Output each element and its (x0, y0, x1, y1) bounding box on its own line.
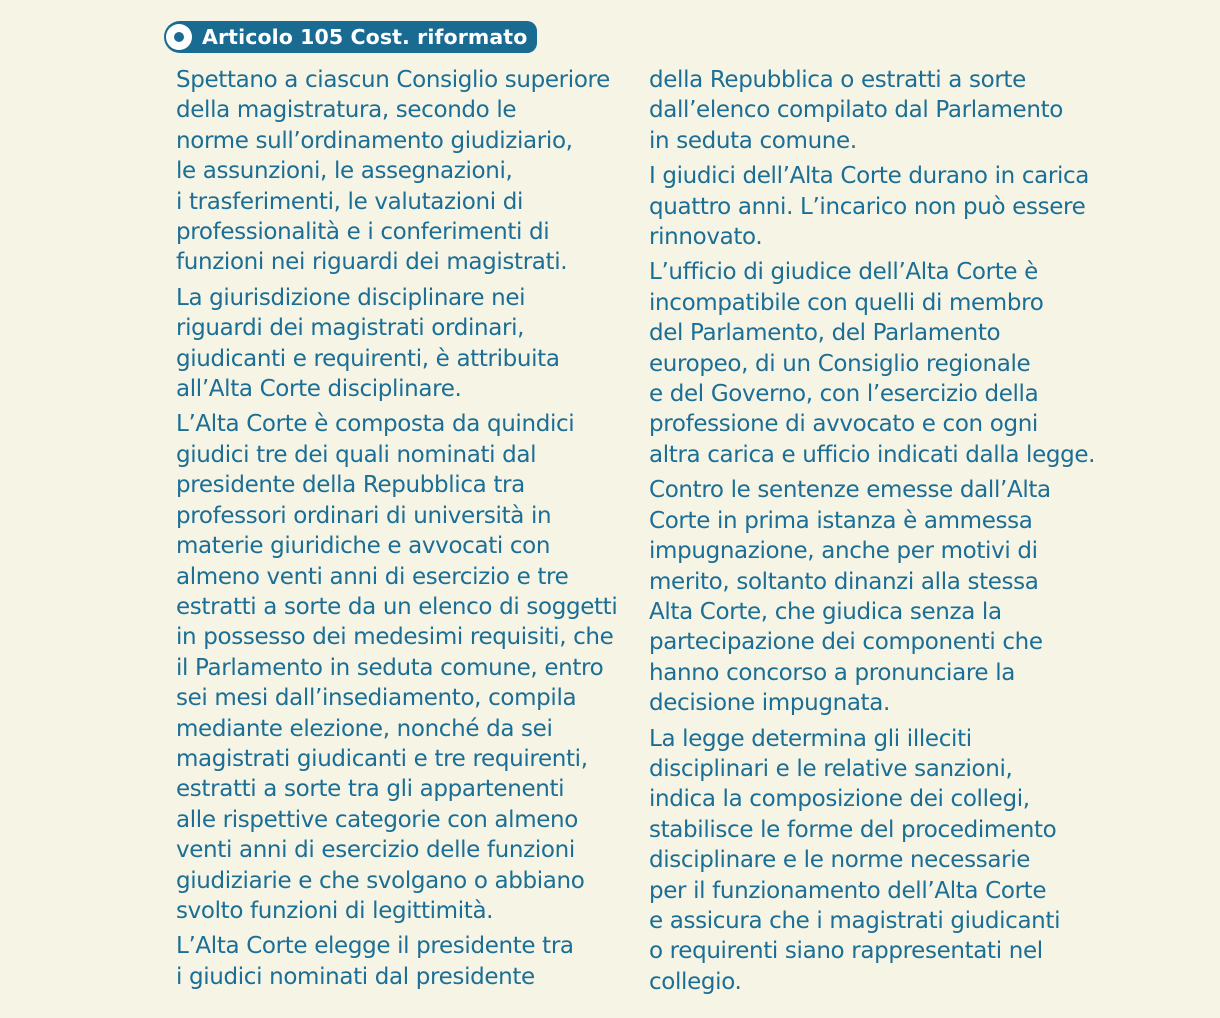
text-line: Spettano a ciascun Consiglio superiore (176, 67, 610, 93)
text-line: decisione impugnata. (649, 690, 890, 717)
text-line: giudicanti e requirenti, è attribuita (176, 345, 560, 372)
text-line: impugnazione, anche per motivi di (649, 538, 1038, 565)
text-line: La legge determina gli illeciti (649, 725, 972, 752)
text-line: dall’elenco compilato dal Parlamento (649, 97, 1063, 124)
text-line: o requirenti siano rappresentati nel (649, 938, 1043, 965)
text-line: presidente della Repubblica tra (176, 472, 525, 499)
text-line: collegio. (649, 968, 742, 995)
text-line: mediante elezione, nonché da sei (176, 715, 553, 742)
text-line: L’Alta Corte è composta da quindici (176, 411, 575, 438)
text-line: hanno concorso a pronunciare la (649, 659, 1015, 686)
text-line: almeno venti anni di esercizio e tre (176, 563, 569, 590)
text-line: alle rispettive categorie con almeno (176, 806, 578, 833)
text-line: Contro le sentenze emesse dall’Alta (649, 477, 1051, 504)
text-line: disciplinari e le relative sanzioni, (649, 755, 1013, 782)
text-line: e assicura che i magistrati giudicanti (649, 907, 1061, 934)
text-line: indica la composizione dei collegi, (649, 786, 1030, 813)
text-line: europeo, di un Consiglio regionale (649, 350, 1031, 377)
left-text-column (176, 65, 616, 997)
text-line: estratti a sorte tra gli appartenenti (176, 776, 565, 803)
text-line: giudiziarie e che svolgano o abbiano (176, 867, 585, 894)
text-line: il Parlamento in seduta comune, entro (176, 654, 604, 681)
text-line: della magistratura, secondo le (176, 97, 517, 124)
text-line: del Parlamento, del Parlamento (649, 320, 1001, 347)
text-line: norme sull’ordinamento giudiziario, (176, 127, 573, 154)
text-line: I giudici dell’Alta Corte durano in carica (649, 163, 1090, 190)
text-line: venti anni di esercizio delle funzioni (176, 837, 575, 864)
paragraph (176, 409, 616, 926)
text-line: sei mesi dall’insediamento, compila (176, 685, 577, 712)
text-line: altra carica e ufficio indicati dalla legge. (649, 441, 1096, 468)
text-line: in seduta comune. (649, 127, 857, 154)
text-line: materie giuridiche e avvocati con (176, 533, 551, 560)
text-line: quattro anni. L’incarico non può essere (649, 193, 1086, 220)
text-line: L’Alta Corte elegge il presidente tra (176, 933, 574, 960)
paragraph (649, 257, 1096, 470)
bullet-dot (174, 32, 184, 42)
paragraph (176, 283, 616, 405)
text-line: professori ordinari di università in (176, 502, 552, 529)
paragraph (649, 475, 1089, 718)
text-line: e del Governo, con l’esercizio della (649, 381, 1039, 408)
text-line: disciplinare e le norme necessarie (649, 847, 1031, 874)
text-line: per il funzionamento dell’Alta Corte (649, 877, 1047, 904)
text-line: professione di avvocato e con ogni (649, 411, 1038, 438)
paragraph (649, 65, 1089, 156)
text-line: magistrati giudicanti e tre requirenti, (176, 745, 588, 772)
right-text-column (649, 65, 1096, 1002)
paragraph (176, 931, 616, 992)
paragraph (649, 161, 1089, 252)
text-line: Alta Corte, che giudica senza la (649, 598, 1002, 625)
article-title: Articolo 105 Cost. riformato (202, 25, 528, 49)
text-line: riguardi dei magistrati ordinari, (176, 315, 525, 342)
text-line: stabilisce le forme del procedimento (649, 816, 1057, 843)
text-line: partecipazione dei componenti che (649, 629, 1043, 656)
text-line: giudici tre dei quali nominati dal (176, 441, 537, 468)
paragraph (176, 65, 616, 278)
text-line: funzioni nei riguardi dei magistrati. (176, 249, 568, 276)
text-line: all’Alta Corte disciplinare. (176, 376, 462, 403)
text-line: incompatibile con quelli di membro (649, 289, 1044, 316)
text-line: estratti a sorte da un elenco di soggetti (176, 593, 618, 620)
text-line: L’ufficio di giudice dell’Alta Corte è (649, 259, 1038, 286)
text-line: professionalità e i conferimenti di (176, 219, 550, 246)
text-line: in possesso dei medesimi requisiti, che (176, 624, 614, 651)
text-line: della Repubblica o estratti a sorte (649, 67, 1026, 93)
bullet-circle-icon (166, 24, 192, 50)
paragraph (649, 724, 1089, 998)
text-line: i trasferimenti, le valutazioni di (176, 188, 524, 215)
text-line: rinnovato. (649, 224, 763, 251)
text-line: le assunzioni, le assegnazioni, (176, 158, 513, 185)
text-line: La giurisdizione disciplinare nei (176, 284, 526, 311)
text-line: svolto funzioni di legittimità. (176, 897, 494, 924)
text-line: merito, soltanto dinanzi alla stessa (649, 568, 1039, 595)
text-line: Corte in prima istanza è ammessa (649, 507, 1033, 534)
text-line: i giudici nominati dal presidente (176, 963, 535, 990)
